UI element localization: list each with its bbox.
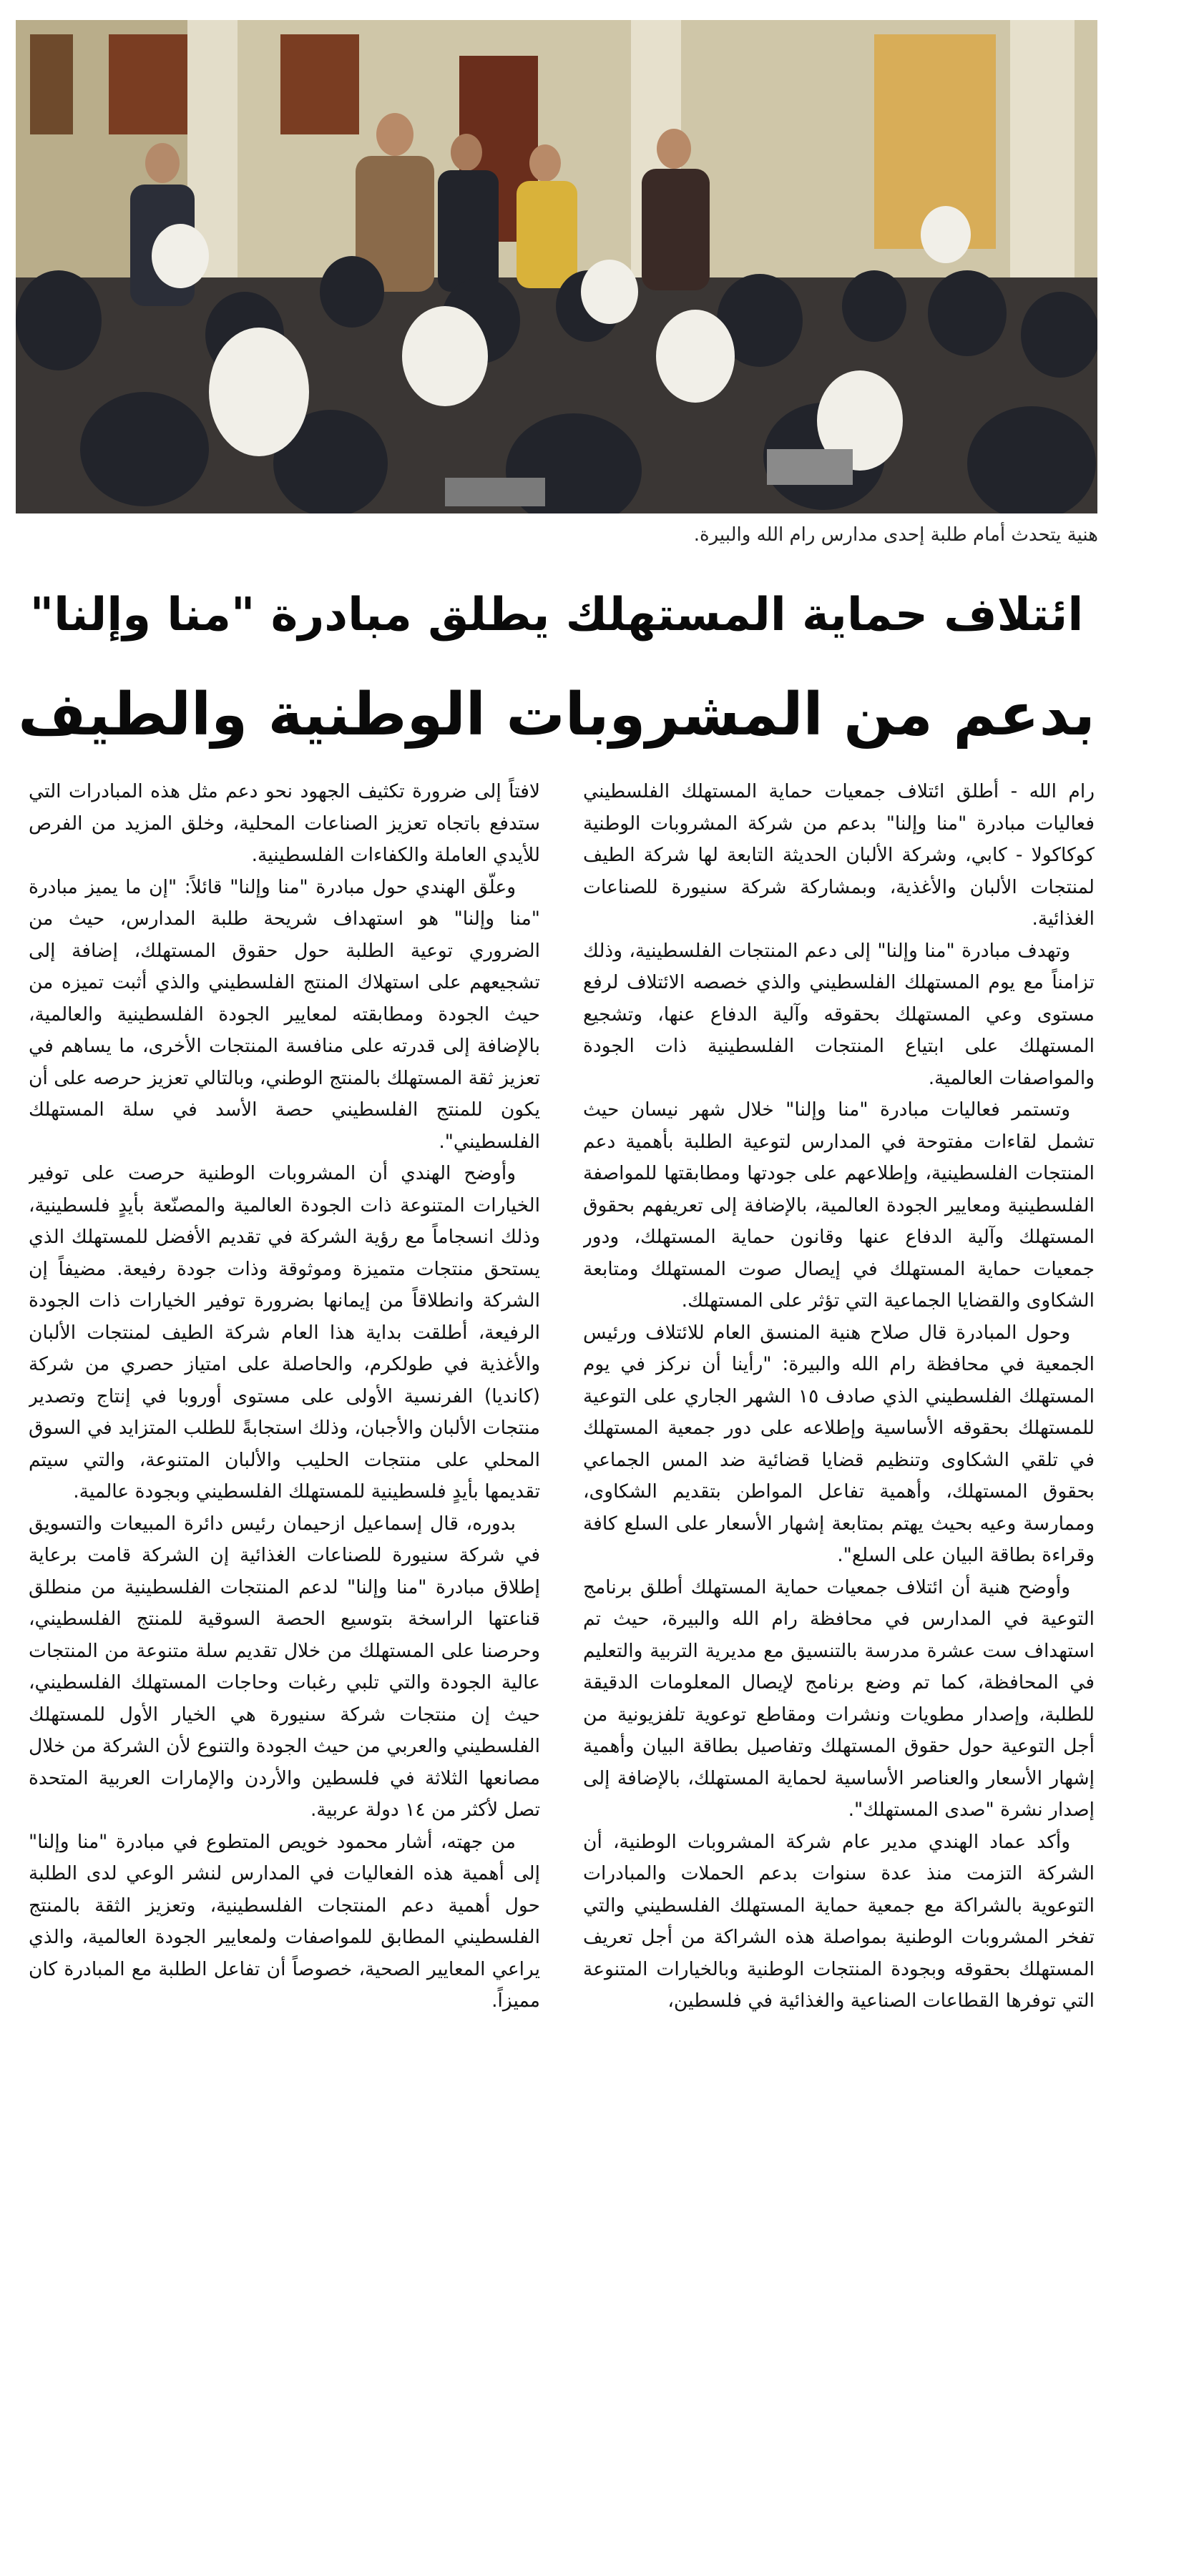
paragraph: وحول المبادرة قال صلاح هنية المنسق العام للائتلاف ورئيس الجمعية في محافظة رام الله والبيرة: "رأينا أن نركز في يوم المستهلك الفلسطيني الذي صادف ١٥ الشهر الجاري على التوعية للمستهلك بحقوقه الأساسية وإطلاعه على دور جمعية المستهلك في تلقي الشكاوى وتنظيم قضايا قضائية ضد المس الجماعي بحقوق المستهلك، وأهمية تفاعل المواطن بتقديم الشكاوى، وممارسة وعيه بحيث يهتم بمتابعة إشهار الأسعار على السلع كافة وقراءة بطاقة البيان على السلع". [583, 1321, 1095, 1566]
paragraph: وأكد عماد الهندي مدير عام شركة المشروبات الوطنية، أن الشركة التزمت منذ عدة سنوات بدعم الحملات والمبادرات التوعوية بالشراكة مع جمعية حماية المستهلك الفلسطيني والتي تفخر المشروبات الوطنية بمواصلة هذه الشراكة من أجل تعريف المستهلك بحقوقه وبجودة المنتجات الوطنية وبالخيارات المتنوعة التي توفرها القطاعات الصناعية والغذائية في فلسطين، [583, 1830, 1095, 2012]
headline-line-2: بدعم من المشروبات الوطنية والطيف [18, 681, 1095, 749]
article-photo [16, 20, 1097, 513]
paragraph: وعلّق الهندي حول مبادرة "منا وإلنا" قائلاً: "إن ما يميز مبادرة "منا وإلنا" هو استهداف شريحة طلبة المدارس، حيث من الضروري توعية الطلبة حول حقوق المستهلك، إضافة إلى تشجيعهم على استهلاك المنتج الفلسطيني والذي أثبت تميزه من حيث الجودة ومطابقته لمعايير الجودة الفلسطينية والعالمية، بالإضافة إلى قدرته على منافسة المنتجات الأخرى، ما يساهم في تعزيز ثقة المستهلك بالمنتج الوطني، وبالتالي تعزيز حرصه على أن يكون للمنتج الفلسطيني حصة الأسد في سلة المستهلك الفلسطيني". [29, 875, 540, 1153]
paragraph: رام الله - أطلق ائتلاف جمعيات حماية المستهلك الفلسطيني فعاليات مبادرة "منا وإلنا" بدعم من شركة المشروبات الوطنية كوكاكولا - كابي، وشركة الألبان الحديثة التابعة لها شركة الطيف لمنتجات الألبان والأغذية، وبمشاركة شركة سنيورة للصناعات الغذائية. [583, 780, 1095, 930]
article-column-left [29, 776, 540, 2564]
paragraph: لافتاً إلى ضرورة تكثيف الجهود نحو دعم مثل هذه المبادرات التي ستدفع باتجاه تعزيز الصناعات المحلية، وخلق المزيد من الفرص للأيدي العاملة والكفاءات الفلسطينية. [29, 780, 540, 866]
paragraph: من جهته، أشار محمود خويص المتطوع في مبادرة "منا وإلنا" إلى أهمية هذه الفعاليات في المدارس لنشر الوعي لدى الطلبة حول أهمية دعم المنتجات الفلسطينية، وتعزيز الثقة بالمنتج الفلسطيني المطابق للمواصفات ولمعايير الجودة العالمية، والذي يراعي المعايير الصحية، خصوصاً أن تفاعل الطلبة مع المبادرة كان مميزاً. [29, 1830, 540, 2012]
photo-caption: هنية يتحدث أمام طلبة إحدى مدارس رام الله والبيرة. [693, 524, 1098, 546]
article-column-right [583, 776, 1095, 2564]
headline-line-1: ائتلاف حماية المستهلك يطلق مبادرة "منا وإلنا" [29, 589, 1084, 641]
classroom-photo-illustration [16, 20, 1097, 513]
paragraph: وأوضح الهندي أن المشروبات الوطنية حرصت على توفير الخيارات المتنوعة ذات الجودة العالمية والمصنّعة بأيدٍ فلسطينية، وذلك انسجاماً مع رؤية الشركة في تقديم الأفضل للمستهلك الذي يستحق منتجات متميزة وموثوقة وذات جودة رفيعة. مضيفاً إن الشركة وانطلاقاً من إيمانها بضرورة توفير الخيارات ذات الجودة الرفيعة، أطلقت بداية هذا العام شركة الطيف لمنتجات الألبان والأغذية في طولكرم، والحاصلة على امتياز حصري من شركة (كانديا) الفرنسية الأولى على مستوى أوروبا في إنتاج وتصدير منتجات الألبان والأجبان، وذلك استجابةً للطلب المتزايد في السوق المحلي على منتجات الحليب والألبان المتنوعة، والتي سيتم تقديمها بأيدٍ فلسطينية للمستهلك الفلسطيني وبجودة عالمية. [29, 1162, 540, 1503]
article-columns [29, 776, 1095, 2564]
paragraph: وتهدف مبادرة "منا وإلنا" إلى دعم المنتجات الفلسطينية، وذلك تزامناً مع يوم المستهلك الفلسطيني والذي خصصه الائتلاف لرفع مستوى وعي المستهلك بحقوقه وآلية الدفاع عنها، وتشجيع المستهلك على ابتياع المنتجات الفلسطينية ذات الجودة والمواصفات العالمية. [583, 939, 1095, 1089]
paragraph: بدوره، قال إسماعيل ازحيمان رئيس دائرة المبيعات والتسويق في شركة سنيورة للصناعات الغذائية إن الشركة قامت برعاية إطلاق مبادرة "منا وإلنا" لدعم المنتجات الفلسطينية من منطلق قناعتها الراسخة بتوسيع الحصة السوقية للمنتج الفلسطيني، وحرصنا على المستهلك من خلال تقديم سلة متنوعة من المنتجات عالية الجودة والتي تلبي رغبات وحاجات المستهلك الفلسطيني، حيث إن منتجات شركة سنيورة هي الخيار الأول للمستهلك الفلسطيني والعربي من حيث الجودة والتنوع لأن الشركة من خلال مصانعها الثلاثة في فلسطين والأردن والإمارات العربية المتحدة تصل لأكثر من ١٤ دولة عربية. [29, 1512, 540, 1821]
paragraph: وتستمر فعاليات مبادرة "منا وإلنا" خلال شهر نيسان حيث تشمل لقاءات مفتوحة في المدارس لتوعية الطلبة بأهمية دعم المنتجات الفلسطينية، وإطلاعهم على جودتها ومطابقتها للمواصفة الفلسطينية ومعايير الجودة العالمية، بالإضافة إلى تعريفهم بحقوق المستهلك وآلية الدفاع عنها وقانون حماية المستهلك، ودور جمعيات حماية المستهلك في إيصال صوت المستهلك ومتابعة الشكاوى والقضايا الجماعية التي تؤثر على المستهلك. [583, 1098, 1095, 1312]
paragraph: وأوضح هنية أن ائتلاف جمعيات حماية المستهلك أطلق برنامج التوعية في المدارس في محافظة رام الله والبيرة، حيث تم استهداف ست عشرة مدرسة بالتنسيق مع مديرية التربية والتعليم في المحافظة، كما تم وضع برنامج لإيصال المعلومات الدقيقة للطلبة، وإصدار مطويات ونشرات ومقاطع توعوية تلفزيونية من أجل التوعية حول حقوق المستهلك وتفاصيل بطاقة البيان وأهمية إشهار الأسعار والعناصر الأساسية لحماية المستهلك، بالإضافة إلى إصدار نشرة "صدى المستهلك". [583, 1575, 1095, 1821]
